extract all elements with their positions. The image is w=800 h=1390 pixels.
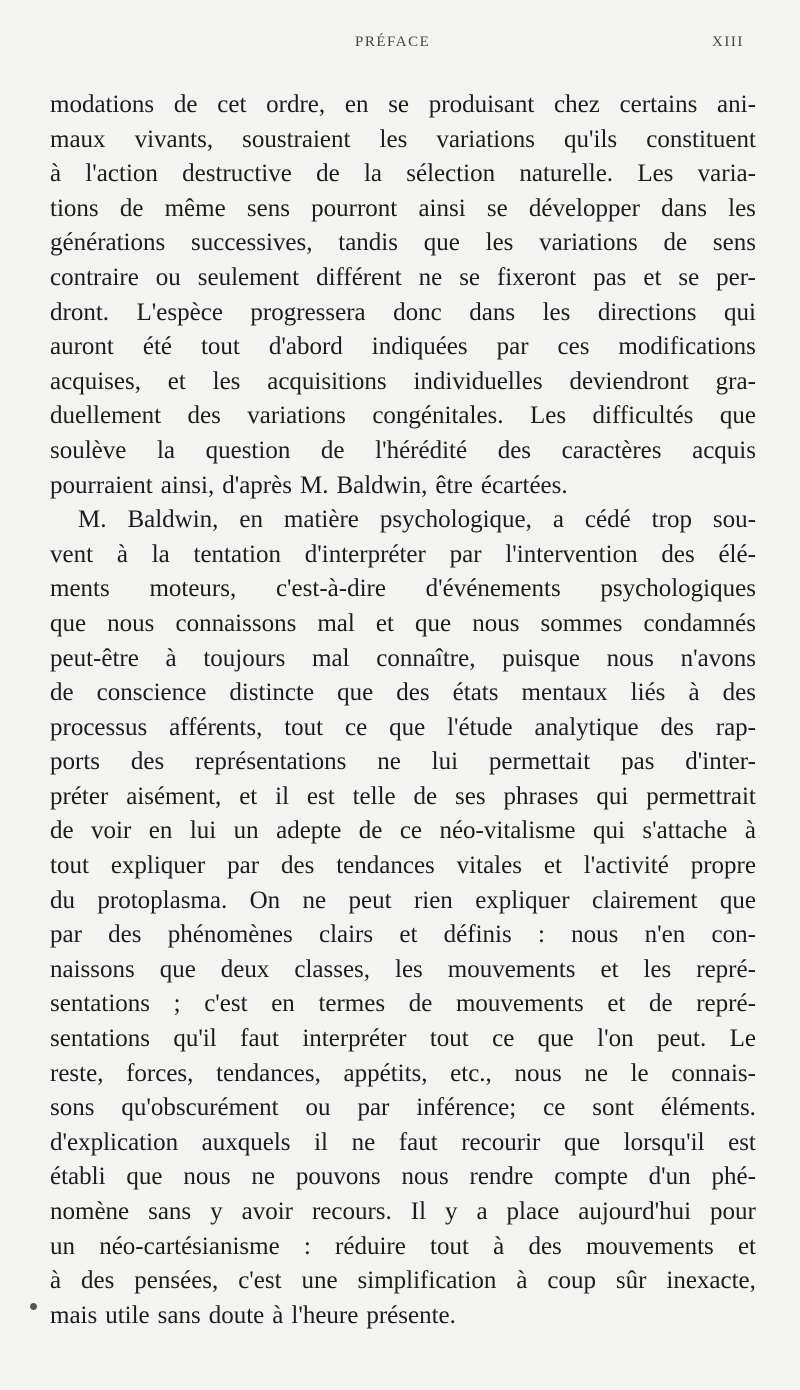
text-line: à des pensées, c'est une simplification à coup sûr inexacte, [50, 1267, 756, 1295]
text-line: mais utile sans doute à l'heure présente. [50, 1301, 456, 1329]
text-line: dront. L'espèce progressera donc dans les directions qui [50, 298, 756, 326]
text-line: duellement des variations congénitales. Les difficultés que [50, 402, 756, 430]
running-title: PRÉFACE [355, 34, 431, 50]
text-line: établi que nous ne pouvons nous rendre compte d'un phé- [50, 1163, 756, 1191]
text-line: d'explication auxquels il ne faut recourir que lorsqu'il est [50, 1128, 756, 1156]
text-line: vent à la tentation d'interpréter par l'intervention des élé- [50, 540, 756, 568]
text-line: de conscience distincte que des états mentaux liés à des [50, 679, 756, 707]
text-line: sentations qu'il faut interpréter tout ce que l'on peut. Le [50, 1025, 756, 1053]
text-line: ments moteurs, c'est-à-dire d'événements psychologiques [50, 575, 756, 603]
text-line: processus afférents, tout ce que l'étude analytique des rap- [50, 713, 756, 741]
text-line: pourraient ainsi, d'après M. Baldwin, être écartées. [50, 471, 568, 499]
text-line: soulève la question de l'hérédité des caractères acquis [50, 436, 756, 464]
text-line: auront été tout d'abord indiquées par ces modifications [50, 333, 756, 361]
text-line: que nous connaissons mal et que nous sommes condamnés [50, 609, 756, 637]
running-head [0, 34, 800, 58]
text-line: naissons que deux classes, les mouvements et les repré- [50, 955, 756, 983]
ink-speck [30, 1303, 37, 1310]
body-text [50, 88, 756, 1333]
text-line: maux vivants, soustraient les variations qu'ils constituent [50, 125, 756, 153]
page-number: XIII [712, 34, 744, 50]
text-line: tout expliquer par des tendances vitales et l'activité propre [50, 852, 756, 880]
text-line: M. Baldwin, en matière psychologique, a cédé trop sou- [78, 506, 756, 534]
text-line: à l'action destructive de la sélection naturelle. Les varia- [50, 160, 756, 188]
text-line: nomène sans y avoir recours. Il y a place aujourd'hui pour [50, 1198, 756, 1225]
text-line: générations successives, tandis que les variations de sens [50, 229, 756, 257]
text-line: sentations ; c'est en termes de mouvements et de repré- [50, 990, 756, 1018]
text-line: sons qu'obscurément ou par inférence; ce sont éléments. [50, 1094, 756, 1122]
text-line: reste, forces, tendances, appétits, etc., nous ne le connais- [50, 1059, 756, 1087]
text-line: modations de cet ordre, en se produisant chez certains ani- [50, 91, 756, 118]
text-line: acquises, et les acquisitions individuelles deviendront gra- [50, 367, 756, 395]
text-line: du protoplasma. On ne peut rien expliquer clairement que [50, 886, 756, 914]
text-line: ports des représentations ne lui permettait pas d'inter- [50, 748, 756, 776]
text-line: contraire ou seulement différent ne se fixeront pas et se per- [50, 263, 756, 291]
text-line: un néo-cartésianisme : réduire tout à des mouvements et [50, 1232, 756, 1260]
text-line: de voir en lui un adepte de ce néo-vitalisme qui s'attache à [50, 817, 756, 845]
text-line: préter aisément, et il est telle de ses phrases qui permettrait [50, 782, 756, 810]
text-line: peut-être à toujours mal connaître, puisque nous n'avons [50, 644, 756, 672]
text-line: par des phénomènes clairs et définis : nous n'en con- [50, 921, 756, 949]
text-line: tions de même sens pourront ainsi se développer dans les [50, 194, 756, 222]
